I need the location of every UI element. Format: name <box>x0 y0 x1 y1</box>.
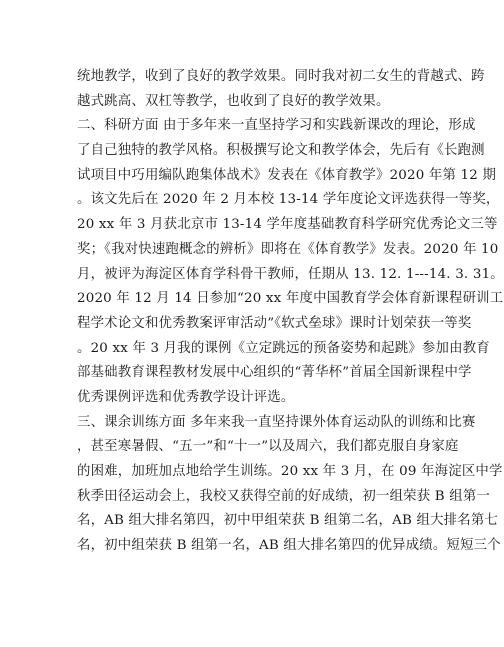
text-line: 20 xx 年 3 月获北京市 13-14 学年度基础教育科学研究优秀论文三等 <box>77 217 498 233</box>
body-text <box>77 65 504 559</box>
text-line: 部基础教育课程教材发展中心组织的“菁华杯”首届全国新课程中学 <box>77 365 472 381</box>
text-line: 名，初中组荣获 B 组第一名，AB 组大排名第四的优异成绩。短短三个 <box>77 538 501 554</box>
text-line: 月，被评为海淀区体育学科骨干教师，任期从 13. 12. 1---14. 3. 31。 <box>77 266 504 282</box>
text-line: 的困难，加班加点地给学生训练。20 xx 年 3 月，在 09 年海淀区中学 <box>77 464 503 479</box>
text-line: ，甚至寒暑假、“五一”和“十一”以及周六，我们都克服自身家庭 <box>77 439 459 455</box>
text-line: 优秀课例评选和优秀教学设计评选。 <box>77 389 295 405</box>
text-line: 名，AB 组大排名第四，初中甲组荣获 B 组第二名，AB 组大排名第七 <box>77 513 499 529</box>
text-line: 秋季田径运动会上，我校又获得空前的好成绩，初一组荣获 B 组第一 <box>77 488 491 504</box>
text-line: 了自己独特的教学风格。积极撰写论文和教学体会，先后有《长跑测 <box>77 143 485 159</box>
text-line: 二、科研方面 由于多年来一直坚持学习和实践新课改的理论，形成 <box>77 118 476 134</box>
text-line: 。20 xx 年 3 月我的课例《立定跳远的预备姿势和起跳》参加由教育 <box>77 340 490 356</box>
text-line: 三、课余训练方面 多年来我一直坚持课外体育运动队的训练和比赛 <box>77 414 476 430</box>
text-line: 试项目中巧用编队跑集体战术》发表在《体育教学》2020 年第 12 期 <box>77 167 497 183</box>
text-line: 。该文先后在 2020 年 2 月本校 13-14 学年度论文评选获得一等奖， <box>77 192 500 208</box>
text-line: 统地教学，收到了良好的教学效果。同时我对初二女生的背越式、跨 <box>77 69 485 84</box>
text-line: 2020 年 12 月 14 日参加“20 xx 年度中国教育学会体育新课程研训工 <box>77 291 504 307</box>
text-line: 程学术论文和优秀教案评审活动”《软式垒球》课时计划荣获一等奖 <box>77 315 472 331</box>
text-line: 越式跳高、双杠等教学，也收到了良好的教学效果。 <box>77 93 390 109</box>
text-line: 奖；《我对快速跑概念的辨析》即将在《体育教学》发表。2020 年 10 <box>77 241 499 257</box>
